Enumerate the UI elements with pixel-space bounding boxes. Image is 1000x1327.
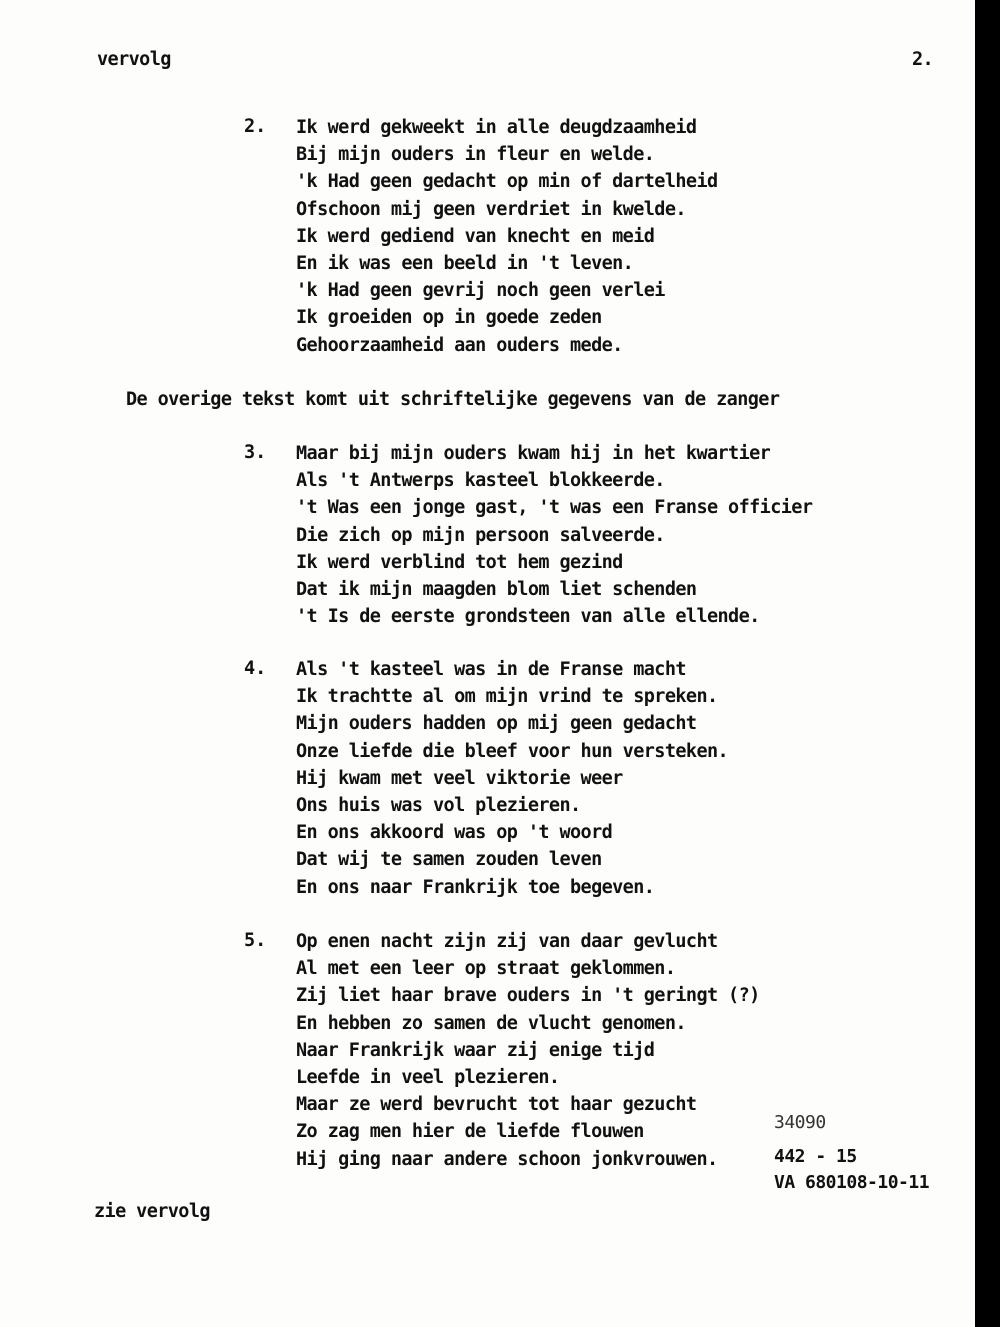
verse-line: 'k Had geen gevrij noch geen verlei (296, 280, 665, 302)
verse-line: Die zich op mijn persoon salveerde. (296, 524, 665, 546)
verse-line: Dat ik mijn maagden blom liet schenden (296, 578, 697, 600)
verse-line: Maar bij mijn ouders kwam hij in het kwartier (296, 443, 771, 464)
verse-line: Bij mijn ouders in fleur en welde. (296, 144, 655, 166)
stanza-number: 5. (244, 930, 267, 951)
archive-code: 442 - 15 (774, 1146, 857, 1167)
verse-line: Zij liet haar brave ouders in 't geringt (?) (296, 985, 760, 1007)
stanza-number: 3. (244, 442, 267, 463)
verse-line: Gehoorzaamheid aan ouders mede. (296, 334, 623, 356)
verse-line: Op enen nacht zijn zij van daar gevlucht (296, 931, 718, 952)
verse-line: Ons huis was vol plezieren. (296, 794, 581, 816)
verse-line: 't Is de eerste grondsteen van alle ellende. (296, 606, 760, 628)
verse-line: Naar Frankrijk waar zij enige tijd (296, 1039, 655, 1061)
verse-line: Als 't kasteel was in de Franse macht (296, 659, 686, 680)
verse-line: En ons naar Frankrijk toe begeven. (296, 876, 655, 898)
stanza (296, 656, 728, 901)
verse-line: Ik trachtte al om mijn vrind te spreken. (296, 686, 718, 708)
footer-continuation: zie vervolg (94, 1201, 210, 1222)
header-left: vervolg (97, 49, 171, 70)
verse-line: Hij ging naar andere schoon jonkvrouwen. (296, 1148, 718, 1170)
verse-line: Onze liefde die bleef voor hun versteken. (296, 740, 729, 762)
verse-line: Dat wij te samen zouden leven (296, 849, 602, 871)
stanza-number: 4. (244, 658, 267, 679)
verse-line: Mijn ouders hadden op mij geen gedacht (296, 713, 697, 735)
stanza (296, 440, 812, 630)
verse-line: Ik werd gediend van knecht en meid (296, 225, 655, 247)
verse-line: Zo zag men hier de liefde flouwen (296, 1121, 644, 1143)
verse-line: Ik werd gekweekt in alle deugdzaamheid (296, 117, 697, 138)
verse-line: Maar ze werd bevrucht tot haar gezucht (296, 1094, 697, 1116)
verse-line: 'k Had geen gedacht op min of dartelheid (296, 171, 718, 193)
stanza (296, 928, 760, 1173)
verse-line: Hij kwam met veel viktorie weer (296, 767, 623, 789)
verse-line: 't Was een jonge gast, 't was een Franse officier (296, 497, 813, 519)
verse-line: Ik groeiden op in goede zeden (296, 307, 602, 329)
verse-line: En ons akkoord was op 't woord (296, 822, 613, 844)
verse-line: En hebben zo samen de vlucht genomen. (296, 1012, 686, 1034)
archive-reference: VA 680108-10-11 (774, 1172, 930, 1193)
verse-line: Leefde in veel plezieren. (296, 1066, 560, 1088)
stanza (296, 114, 718, 359)
verse-line: Als 't Antwerps kasteel blokkeerde. (296, 470, 665, 492)
verse-line: Ofschoon mij geen verdriet in kwelde. (296, 198, 686, 220)
page-number: 2. (912, 49, 934, 70)
stanza-number: 2. (244, 116, 267, 137)
archive-number: 34090 (774, 1112, 826, 1133)
verse-line: Al met een leer op straat geklommen. (296, 958, 676, 980)
verse-line: En ik was een beeld in 't leven. (296, 252, 634, 274)
source-note: De overige tekst komt uit schriftelijke gegevens van de zanger (126, 389, 780, 410)
verse-line: Ik werd verblind tot hem gezind (296, 551, 623, 573)
scan-edge (975, 0, 1000, 1327)
